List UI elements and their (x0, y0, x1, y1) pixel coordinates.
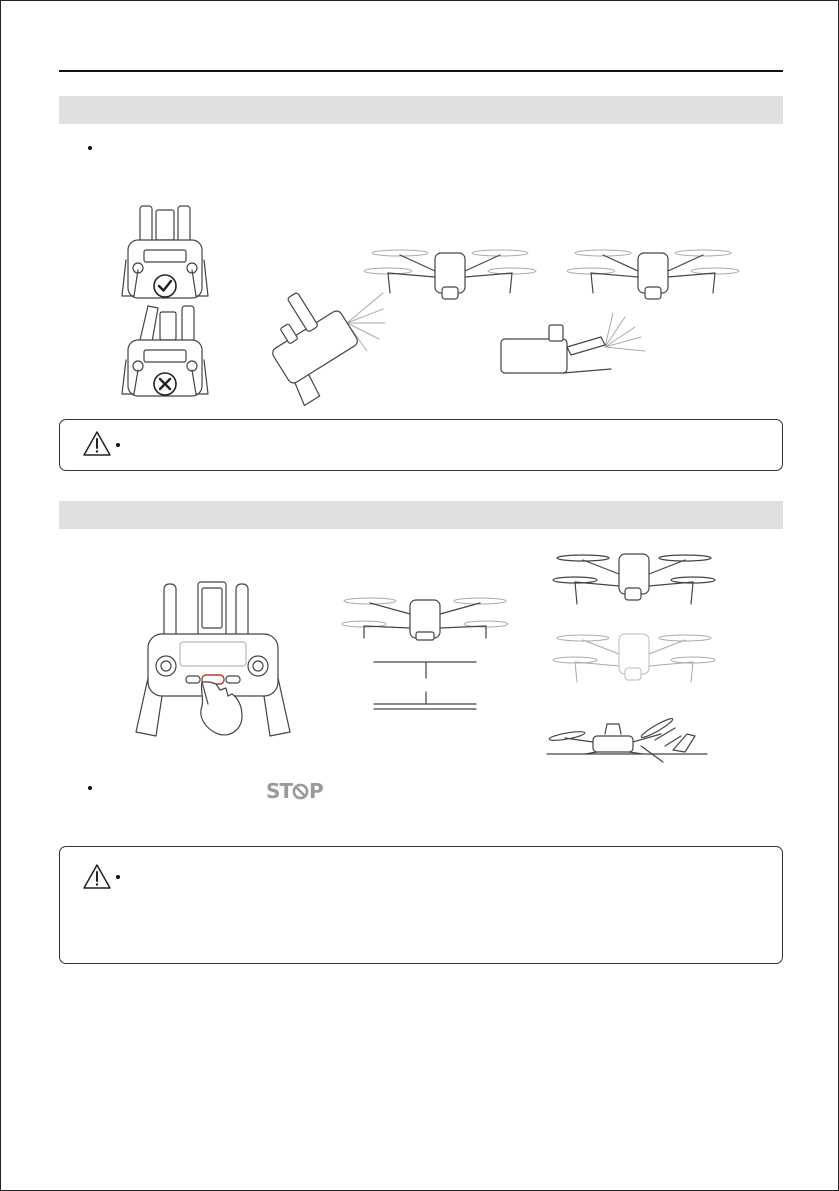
warning-box-1 (59, 419, 783, 471)
section-1-bullet (88, 146, 92, 150)
warning-icon (82, 430, 112, 458)
drone-flying-figure (555, 548, 715, 618)
warning-2-bullet (116, 875, 120, 879)
remote-antennas-correct-figure (108, 200, 218, 300)
section-1-bar (59, 96, 783, 124)
check-icon (154, 275, 176, 297)
remote-emergency-stop-figure (128, 578, 303, 743)
drone-faded-figure (555, 628, 715, 698)
drone-crashed-figure (545, 716, 710, 766)
warning-1-bullet (116, 443, 120, 447)
remote-antennas-incorrect-figure (108, 300, 218, 400)
header-rule (59, 70, 783, 72)
warning-icon (82, 863, 112, 891)
warning-box-2 (59, 846, 783, 964)
section-2-bullet (88, 786, 92, 790)
drone-remote-flat-figure (495, 235, 755, 385)
drone-remote-tilted-figure (255, 235, 525, 385)
drone-stop-indicator-figure (340, 592, 510, 722)
stop-logo: ST P (266, 779, 323, 803)
section-2-bar (59, 501, 783, 529)
